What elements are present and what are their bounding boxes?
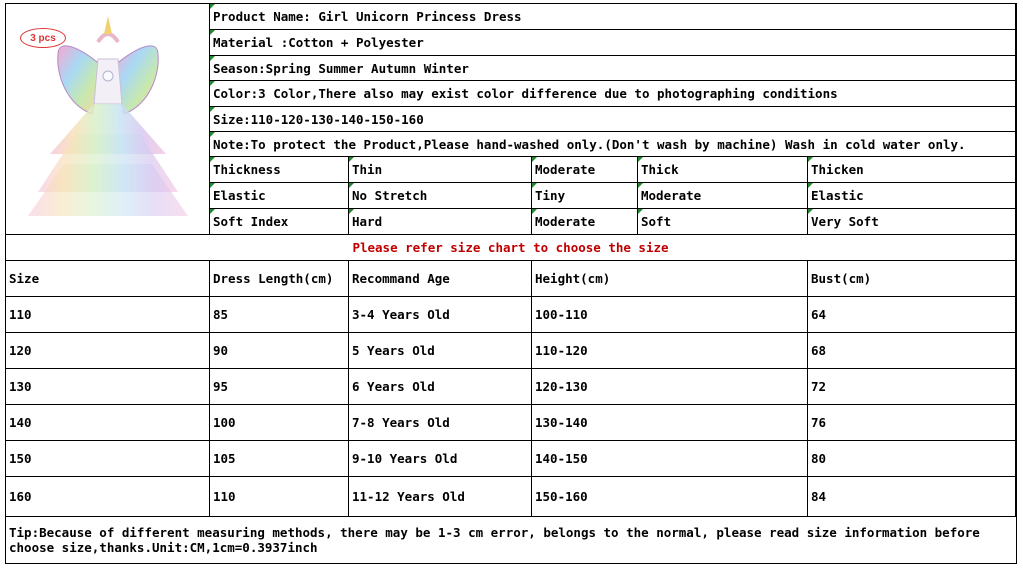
prop-value: No Stretch — [349, 183, 532, 209]
length-cell: 95 — [210, 369, 349, 405]
prop-value: Soft — [638, 209, 808, 235]
length-header: Dress Length(cm) — [210, 261, 349, 297]
prop-value: Very Soft — [808, 209, 1016, 235]
bust-cell: 76 — [808, 405, 1016, 441]
size-header: Size — [6, 261, 210, 297]
measurement-tip: Tip:Because of different measuring methods, there may be 1-3 cm error, belongs to the normal, please read size information before choose size,thanks.Unit:CM,1cm=0.3937inch — [9, 525, 980, 555]
size-cell: 150 — [6, 441, 210, 477]
prop-value: Hard — [349, 209, 532, 235]
prop-value: Moderate — [532, 209, 638, 235]
age-cell: 9-10 Years Old — [349, 441, 532, 477]
prop-label: Thickness — [210, 157, 349, 183]
age-cell: 6 Years Old — [349, 369, 532, 405]
season: Season:Spring Summer Autumn Winter — [210, 56, 1016, 81]
prop-value: Thin — [349, 157, 532, 183]
height-cell: 130-140 — [532, 405, 808, 441]
size-info: Size:110-120-130-140-150-160 — [210, 107, 1016, 132]
age-cell: 11-12 Years Old — [349, 477, 532, 517]
age-header: Recommand Age — [349, 261, 532, 297]
bust-header: Bust(cm) — [808, 261, 1016, 297]
bust-cell: 80 — [808, 441, 1016, 477]
prop-value: Thicken — [808, 157, 1016, 183]
size-cell: 120 — [6, 333, 210, 369]
length-cell: 90 — [210, 333, 349, 369]
prop-value: Moderate — [638, 183, 808, 209]
length-cell: 105 — [210, 441, 349, 477]
length-cell: 110 — [210, 477, 349, 517]
age-cell: 7-8 Years Old — [349, 405, 532, 441]
size-notice: Please refer size chart to choose the size — [6, 235, 1016, 261]
product-name: Product Name: Girl Unicorn Princess Dress — [210, 4, 1016, 30]
height-cell: 100-110 — [532, 297, 808, 333]
prop-value: Moderate — [532, 157, 638, 183]
prop-value: Tiny — [532, 183, 638, 209]
height-header: Height(cm) — [532, 261, 808, 297]
prop-value: Thick — [638, 157, 808, 183]
color-info: Color:3 Color,There also may exist color difference due to photographing conditions — [210, 81, 1016, 107]
size-chart-sheet — [5, 3, 1017, 564]
height-cell: 110-120 — [532, 333, 808, 369]
age-cell: 3-4 Years Old — [349, 297, 532, 333]
bust-cell: 72 — [808, 369, 1016, 405]
height-cell: 150-160 — [532, 477, 808, 517]
size-cell: 130 — [6, 369, 210, 405]
prop-label: Soft Index — [210, 209, 349, 235]
age-cell: 5 Years Old — [349, 333, 532, 369]
product-image — [6, 4, 210, 235]
size-cell: 140 — [6, 405, 210, 441]
bust-cell: 64 — [808, 297, 1016, 333]
prop-label: Elastic — [210, 183, 349, 209]
material: Material :Cotton + Polyester — [210, 30, 1016, 56]
height-cell: 140-150 — [532, 441, 808, 477]
length-cell: 85 — [210, 297, 349, 333]
bust-cell: 84 — [808, 477, 1016, 517]
size-cell: 110 — [6, 297, 210, 333]
length-cell: 100 — [210, 405, 349, 441]
height-cell: 120-130 — [532, 369, 808, 405]
size-cell: 160 — [6, 477, 210, 517]
care-note: Note:To protect the Product,Please hand-washed only.(Don't wash by machine) Wash in cold water only. — [210, 132, 1016, 157]
quantity-badge: 3 pcs — [20, 28, 66, 48]
prop-value: Elastic — [808, 183, 1016, 209]
bust-cell: 68 — [808, 333, 1016, 369]
